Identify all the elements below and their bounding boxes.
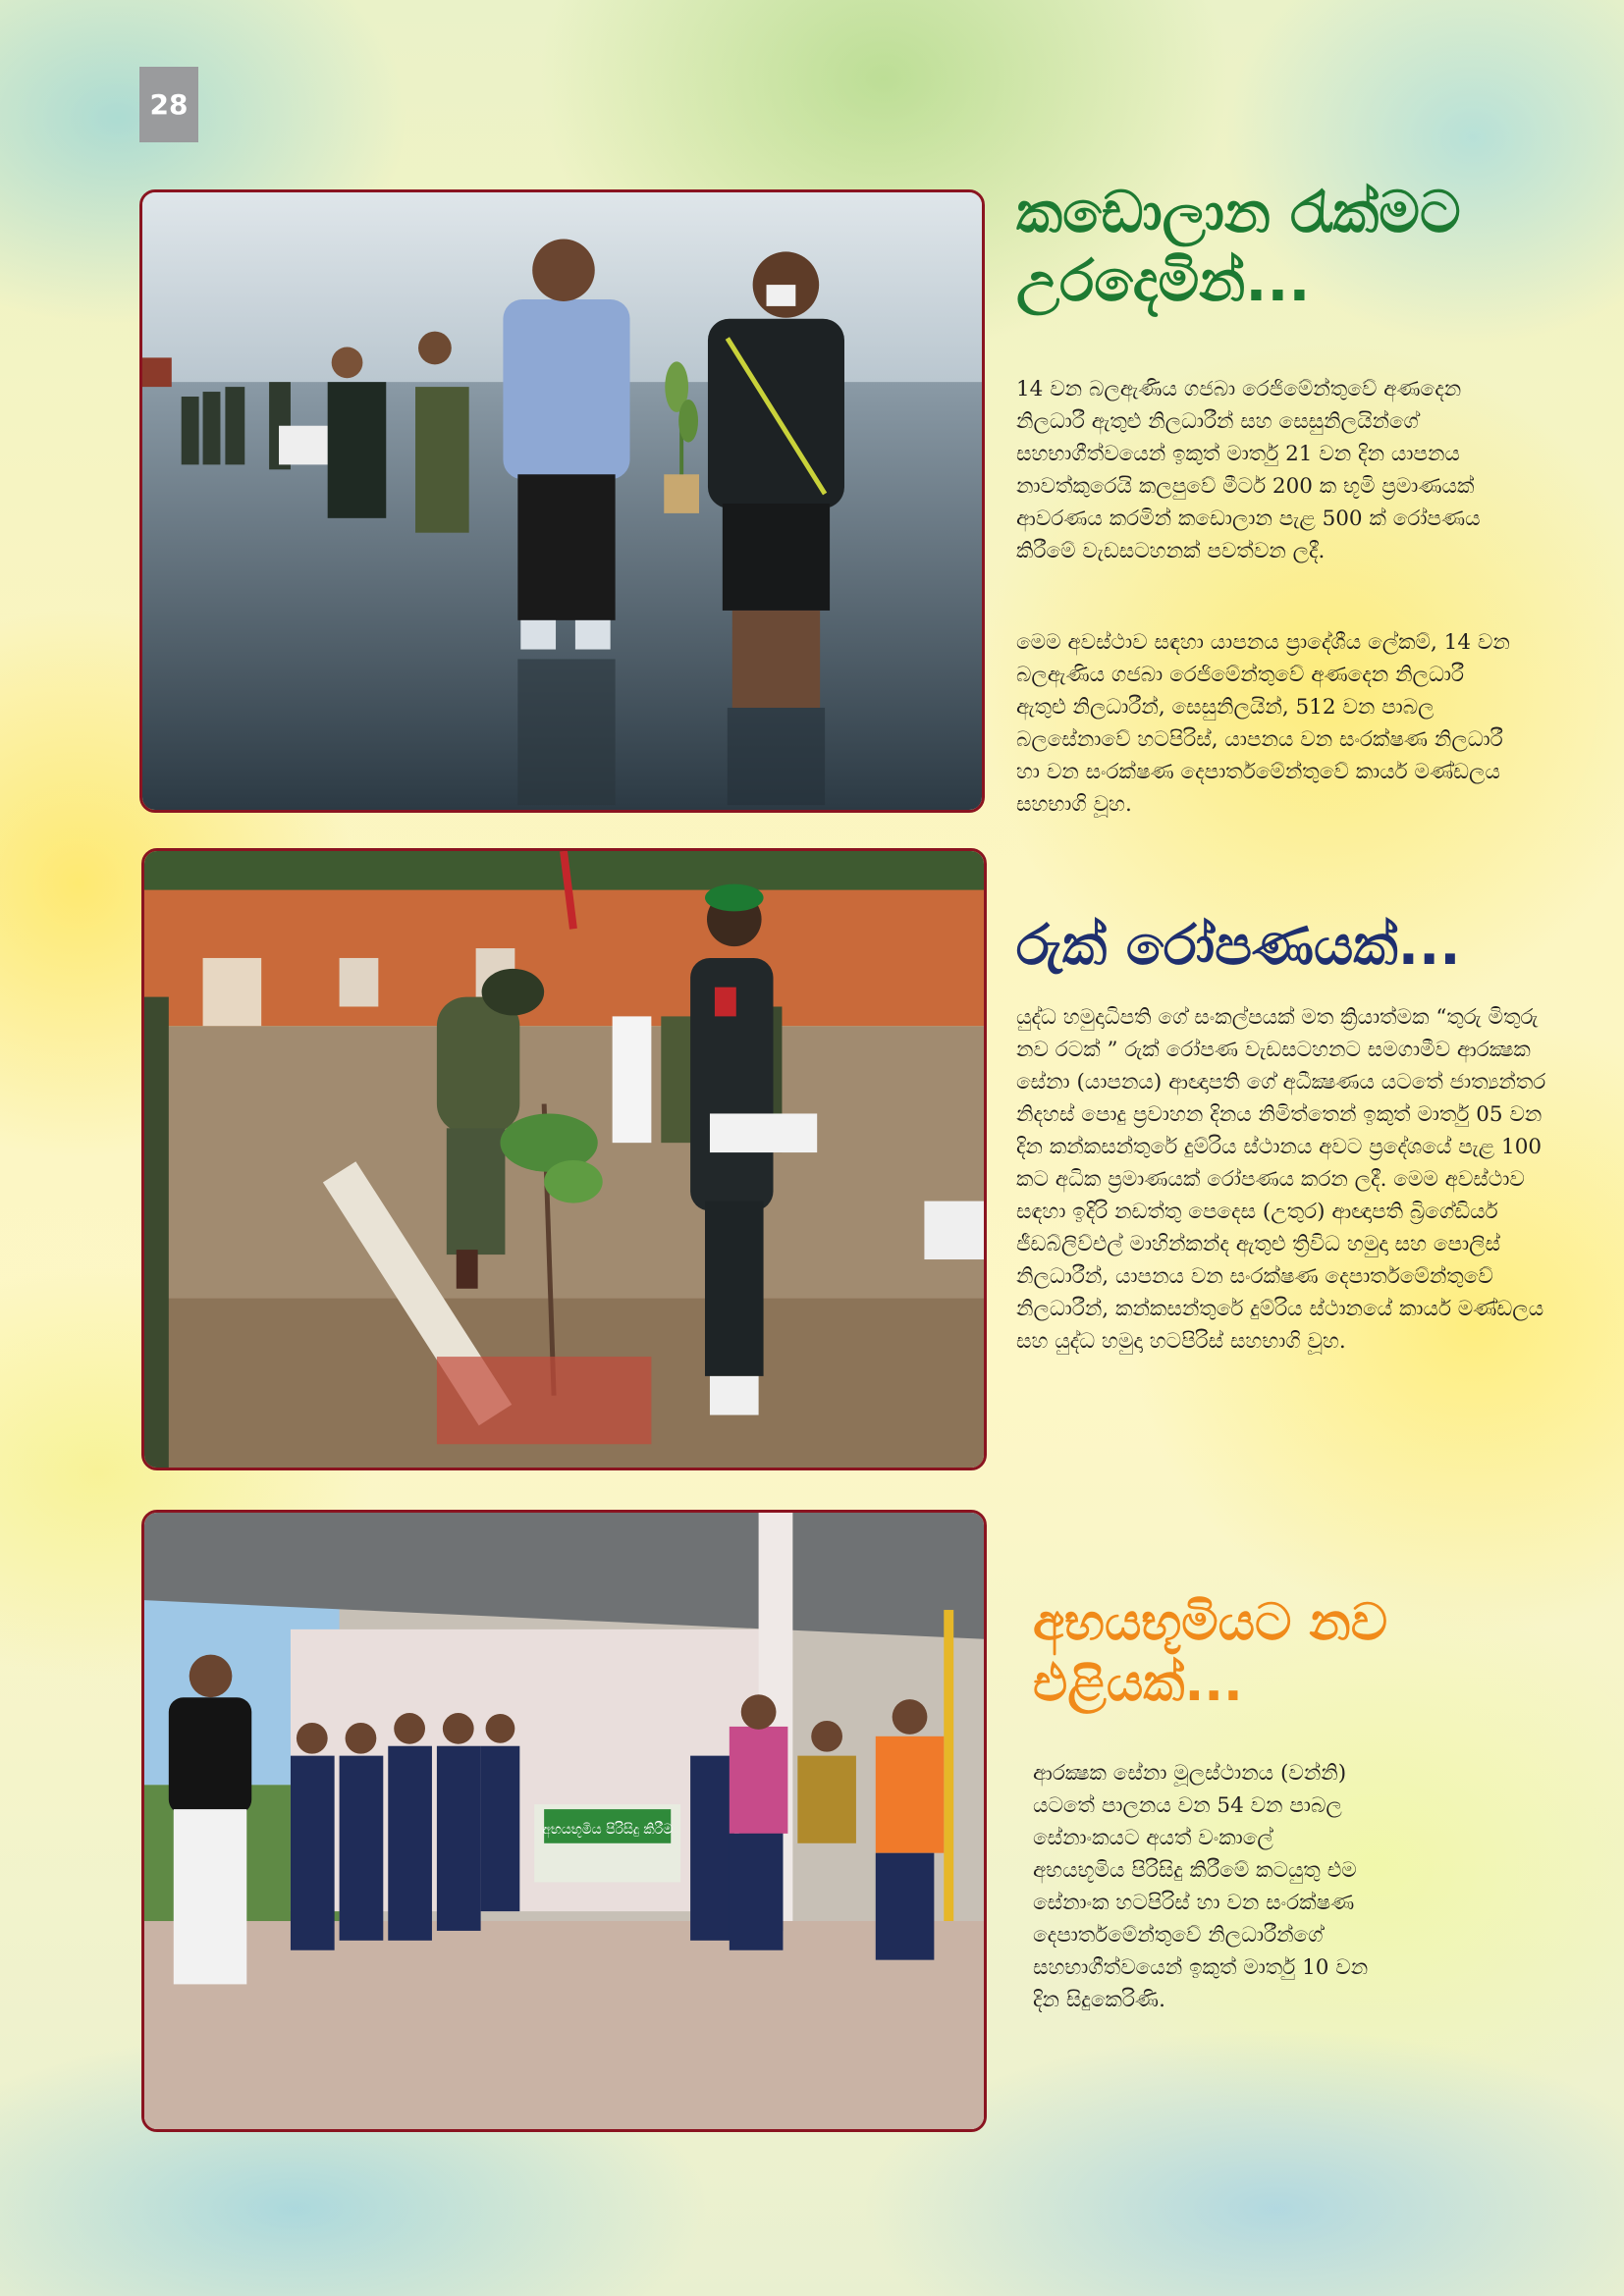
page-number: 28 bbox=[139, 67, 198, 142]
article-1-paragraph-1: 14 වන බලඇණිය ගජබා රෙජිමේන්තුවේ අණදෙන නිලධාරී ඇතුළු නිලධාරීන් සහ සෙසුනිලයින්ගේ සහභාගීත්වයෙන් ඉකුත් මාර්තු 21 වන දින යාපනය නාවත්කුරෙයි කලපුවේ මීටර් 200 ක භූමි ප්‍රමාණයක් ආවරණය කරමින් කඩොලාන පැළ 500 ක් රෝපණය කිරීමේ වැඩසටහනක් පවත්වන ලදී. bbox=[1016, 377, 1481, 563]
article-2-paragraph-1: යුද්ධ හමුදාධිපති ගේ සංකල්පයක් මත ක්‍රියාත්මක “තුරු මිතුරු නව රටක් ” රුක් රෝපණ වැඩසටහනට සමගාමීව ආරක්‍ෂක සේනා (යාපනය) ආඥාපති ගේ අධීක්‍ෂණය යටතේ ජාත්‍යන්තර නිදහස් පොදු ප්‍රවාහන දිනය නිමිත්තෙන් ඉකුත් මාර්තු 05 වන දින කන්කසන්තුරේ දුම්රිය ස්ථානය අවට ප්‍රදේශයේ පැළ 100 කට අධික ප්‍රමාණයක් රෝපණය කරන ලදී. මෙම අවස්ථාව සඳහා ඉදිරි නඩත්තු පෙදෙස (උතුර) ආඥාපති බ්‍රිගේඩියර් ජීඩබ්ලිව්එල් මාහින්කන්ද ඇතුළු ත්‍රිවිධ හමුදා සහ පොලිස් නිලධාරීන්, යාපනය වන සංරක්ෂණ දෙපාර්තමේන්තුවේ නිලධාරීන්, කන්කසන්තුරේ දුම්රිය ස්ථානයේ කාර්ය මණ්ඩලය සහ යුද්ධ හමුදා හටපිරිස් සහභාගි වූහ. bbox=[1016, 1005, 1546, 1354]
article-3-title: අභයභූමියට නව එළියක්... bbox=[1033, 1593, 1388, 1714]
article-3-paragraph-1: ආරක්‍ෂක සේනා මූලස්ථානය (වන්නි) යටතේ පාලනය වන 54 වන පාබල සේනාංකයට අයත් වංකාලේ අභයභූමිය පිරිසිදු කිරීමේ කටයුතු එම සේනාංක හටපිරිස් හා වන සංරක්ෂණ දෙපාර්තමේන්තුවේ නිලධාරීන්ගේ සහභාගීත්වයෙන් ඉකුත් මාර්තු 10 වන දින සිදුකෙරිණි. bbox=[1033, 1761, 1369, 2012]
photo-banner-text: අභයභූමිය පිරිසිදු කිරීම bbox=[542, 1821, 674, 1838]
sanctuary-cleanup-photo bbox=[141, 1510, 987, 2132]
article-2-title: රුක් රෝපණයක්... bbox=[1016, 914, 1461, 978]
article-1-title: කඩොලාන රැක්මට උරදෙමින්... bbox=[1016, 179, 1461, 314]
mangrove-planting-photo bbox=[139, 189, 985, 813]
tree-planting-photo bbox=[141, 848, 987, 1470]
article-1-paragraph-2: මෙම අවස්ථාව සඳහා යාපනය ප්‍රාදේශීය ලේකම්, 14 වන බලඇණිය ගජබා රෙජිමේන්තුවේ අණදෙන නිලධාරී ඇතුළු නිලධාරීන්, සෙසුනිලයින්, 512 වන පාබල බලසේනාවේ හටපිරිස්, යාපනය වන සංරක්ෂණ නිලධාරී හා වන සංරක්ෂණ දෙපාර්තමේන්තුවේ කාර්ය මණ්ඩලය සහභාගි වූහ. bbox=[1016, 630, 1510, 817]
